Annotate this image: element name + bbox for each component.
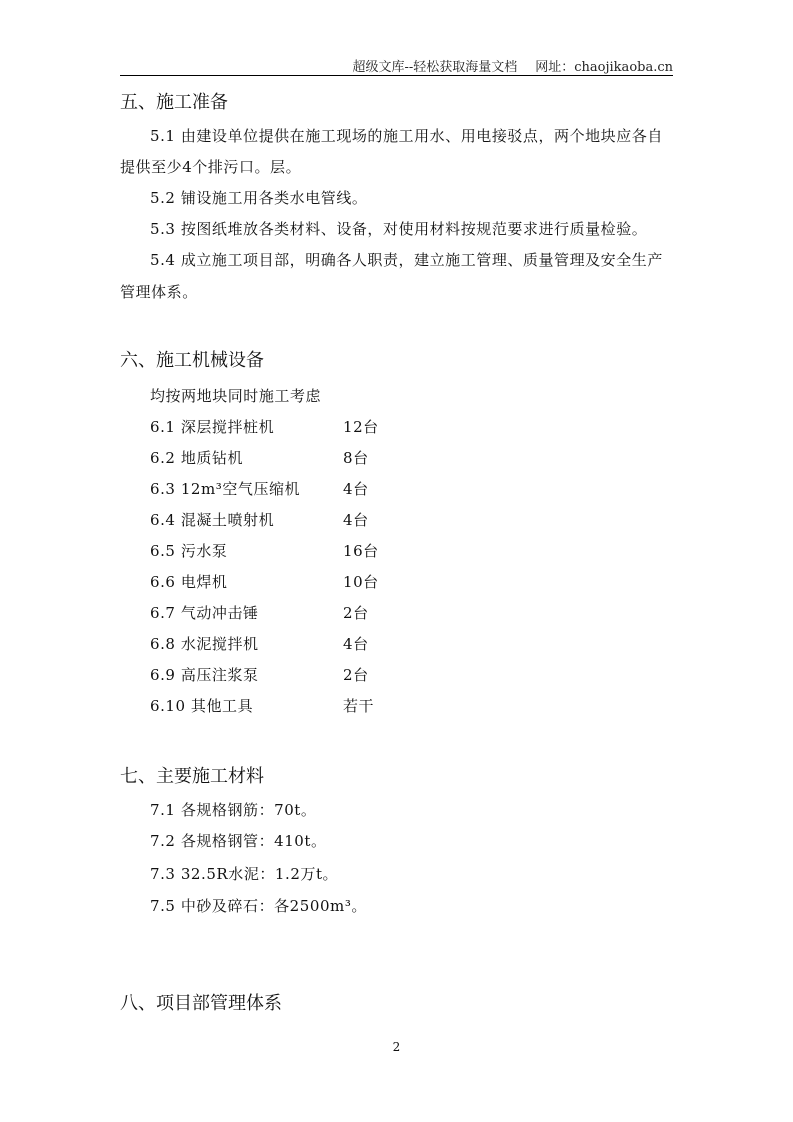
equipment-name: 6.4 混凝土喷射机 [150, 511, 275, 529]
equipment-qty: 8台 [343, 449, 369, 467]
equipment-name: 6.2 地质钻机 [150, 449, 244, 467]
paragraph-line: 5.2 铺设施工用各类水电管线。 [150, 189, 368, 207]
page-number: 2 [392, 1040, 401, 1054]
paragraph-line: 5.4 成立施工项目部，明确各人职责，建立施工管理、质量管理及安全生产 [150, 251, 663, 269]
equipment-qty: 4台 [343, 480, 369, 498]
section-title-5: 五、施工准备 [120, 92, 228, 113]
equipment-qty: 10台 [343, 573, 379, 591]
paragraph-line: 5.3 按图纸堆放各类材料、设备，对使用材料按规范要求进行质量检验。 [150, 220, 648, 238]
header-url: 网址：chaojikaoba.cn [535, 60, 673, 75]
equipment-name: 6.7 气动冲击锤 [150, 604, 259, 622]
paragraph-line: 提供至少4个排污口。层。 [120, 158, 302, 176]
section-title-8: 八、项目部管理体系 [120, 993, 282, 1014]
header-site-name: 超级文库--轻松获取海量文档 [352, 60, 518, 75]
equipment-name: 6.1 深层搅拌桩机 [150, 418, 275, 436]
equipment-qty: 4台 [343, 635, 369, 653]
equipment-qty: 若干 [343, 697, 375, 715]
equipment-name: 6.9 高压注浆泵 [150, 666, 259, 684]
equipment-name: 6.5 污水泵 [150, 542, 228, 560]
equipment-qty: 12台 [343, 418, 379, 436]
material-item: 7.3 32.5R水泥：1.2万t。 [150, 865, 339, 883]
equipment-qty: 4台 [343, 511, 369, 529]
equipment-qty: 16台 [343, 542, 379, 560]
section-title-7: 七、主要施工材料 [120, 766, 264, 787]
section-note: 均按两地块同时施工考虑 [150, 387, 322, 405]
equipment-name: 6.3 12m³空气压缩机 [150, 480, 301, 498]
equipment-name: 6.6 电焊机 [150, 573, 228, 591]
equipment-name: 6.8 水泥搅拌机 [150, 635, 259, 653]
paragraph-line: 5.1 由建设单位提供在施工现场的施工用水、用电接驳点，两个地块应各自 [150, 127, 663, 145]
page-header [352, 56, 673, 75]
material-item: 7.1 各规格钢筋：70t。 [150, 801, 317, 819]
section-title-6: 六、施工机械设备 [120, 350, 264, 371]
equipment-qty: 2台 [343, 604, 369, 622]
paragraph-line: 管理体系。 [120, 283, 198, 301]
material-item: 7.2 各规格钢管：410t。 [150, 832, 327, 850]
material-item: 7.5 中砂及碎石：各2500m³。 [150, 897, 367, 915]
equipment-name: 6.10 其他工具 [150, 697, 254, 715]
equipment-qty: 2台 [343, 666, 369, 684]
header-rule [120, 75, 673, 76]
